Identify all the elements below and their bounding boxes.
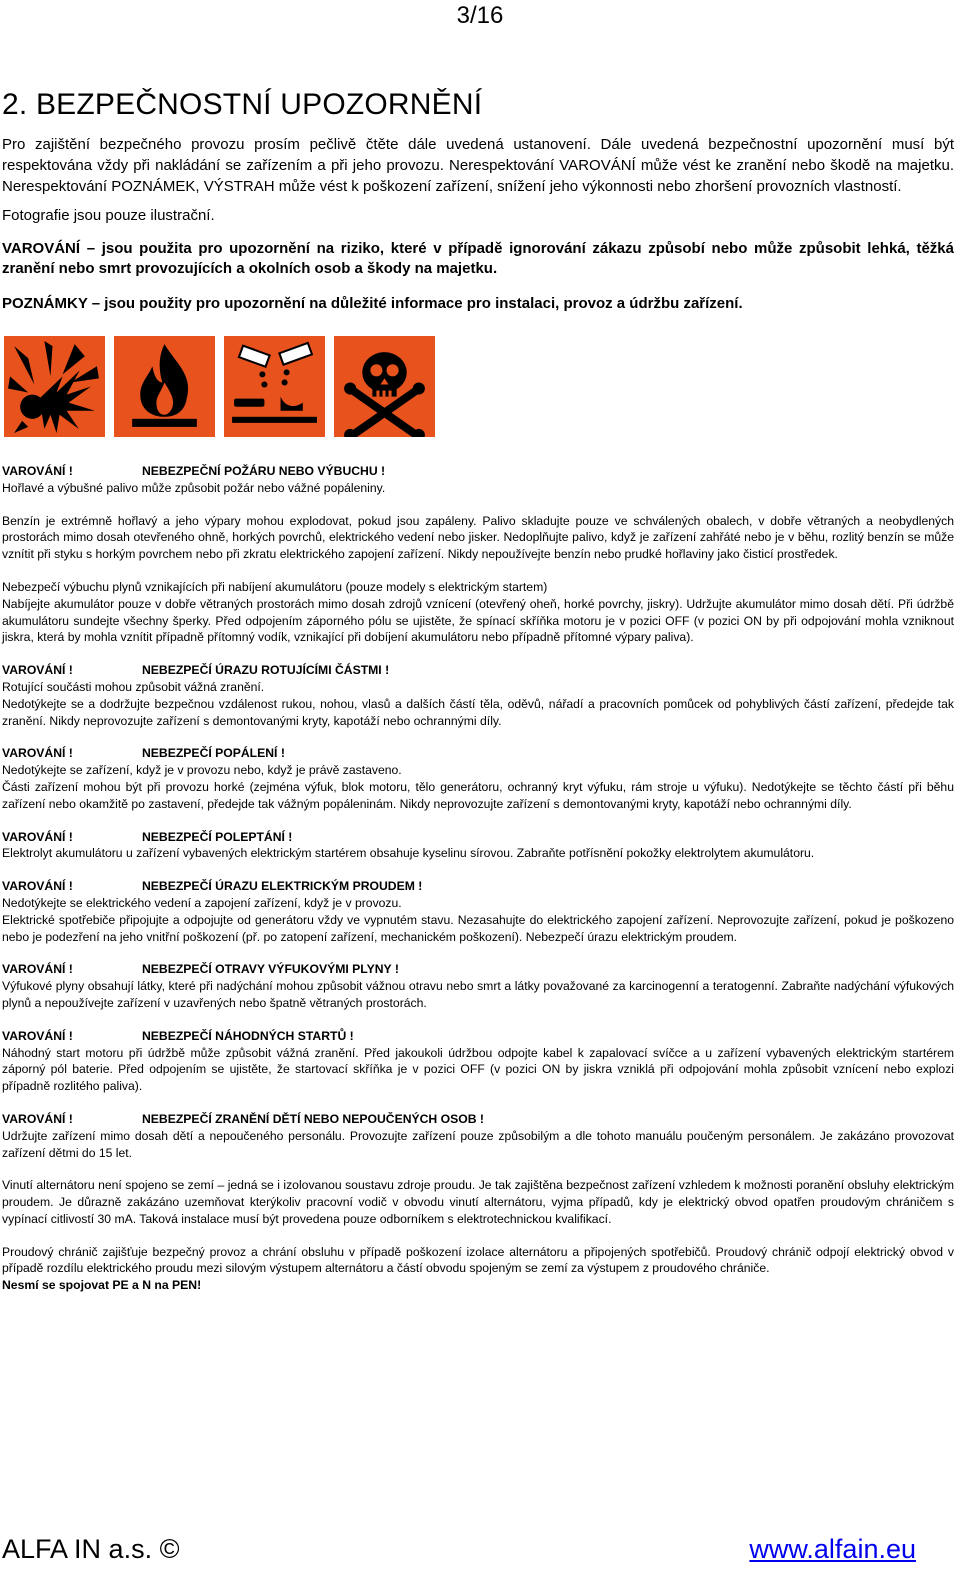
warning-label: VAROVÁNÍ !	[2, 1111, 73, 1126]
warning-heading	[2, 745, 954, 762]
warning-section	[2, 745, 954, 812]
warning-text: Hořlavé a výbušné palivo může způsobit požár nebo vážné popáleniny.	[2, 480, 386, 495]
warning-heading	[2, 1028, 954, 1045]
warning-text: Elektrické spotřebiče připojujte a odpojujte od generátoru vždy ve vypnutém stavu. Nezasahujte do elektrického zapojení zařízení. Neprovozujte zařízení, pokud je poškozeno nebo je podezření na jeho vnitřní poškození (př. po zatopení zařízení, mechanickém poškození). Nebezpečí úrazu elektrickým proudem.	[2, 912, 954, 944]
warning-label: VAROVÁNÍ !	[2, 879, 73, 894]
flammable-icon	[114, 336, 215, 437]
warning-text: Náhodný start motoru při údržbě může způsobit vážná zranění. Před jakoukoli údržbou odpojte kabel k zapalovací svíčce a u zařízení vybavených elektrickým startérem záporný pól baterie. Před odpojením se ujistěte, že startovací skříňka je v pozici OFF (v pozici ON by jiskra vzniklá při odpojování mohla způsobit vznícení nebo explozi případně rozlitého paliva).	[2, 1045, 954, 1094]
warning-heading	[2, 463, 954, 480]
intro-paragraph: Pro zajištění bezpečného provozu prosím pečlivě čtěte dále uvedená ustanovení. Dále uvedená bezpečnostní upozornění musí být respektována vždy při nakládání se zařízením a při jeho provozu. Nerespektování VAROVÁNÍ může vést ke zranění nebo škodě na majetku. Nerespektování POZNÁMEK, VÝSTRAH může vést k poškození zařízení, snížení jeho výkonnosti nebo zhoršení provozních vlastností.	[2, 136, 954, 195]
warning-title: NEBEZPEČÍ ZRANĚNÍ DĚTÍ NEBO NEPOUČENÝCH OSOB !	[142, 1111, 484, 1126]
warning-text: Nedotýkejte se a dodržujte bezpečnou vzdálenost rukou, nohou, vlasů a dalších částí těla, oděvů, nářadí a pracovních pomůcek od pohyblivých částí zařízení, předejde tak zranění. Nikdy neprovozujte zařízení s demontovanými kryty, kapotáží nebo ochrannými díly.	[2, 696, 954, 728]
warning-section	[2, 1111, 954, 1161]
warning-text: Benzín je extrémně hořlavý a jeho výpary mohou explodovat, pokud jsou zapáleny. Palivo skladujte pouze ve schválených obalech, v dobře větraných a neobydlených prostorách mimo dosah otevřeného ohně, horkých povrchů, elektrického vedení nebo jisker. Nedoplňujte palivo, když je zařízení zahřáté nebo je v běhu, rozlitý benzín se může vznítit při styku s horkým povrchem nebo při zkratu elektrického zapojení zařízení. Nikdy nepoužívejte benzín nebo prudké hořlaviny jako čisticí prostředek.	[2, 513, 954, 562]
warning-label: VAROVÁNÍ !	[2, 962, 73, 977]
warning-label: VAROVÁNÍ !	[2, 1028, 73, 1043]
warning-section	[2, 463, 954, 497]
explosive-icon	[4, 336, 105, 437]
warning-heading	[2, 878, 954, 895]
warning-text: Elektrolyt akumulátoru u zařízení vybavených elektrickým startérem obsahuje kyselinu sírovou. Zabraňte potřísnění pokožky elektrolytem akumulátoru.	[2, 846, 815, 861]
warning-section	[2, 579, 954, 646]
warning-text: Proudový chránič zajišťuje bezpečný provoz a chrání obsluhu v případě poškození izolace alternátoru a připojených spotřebičů. Proudový chránič odpojí elektrický obvod v případě rozdílu elektrického proudu mezi silovým výstupem alternátoru a částí obvodu spojeným se zemí za výstupem z proudového chrániče.	[2, 1244, 954, 1276]
document-body	[2, 88, 954, 1310]
warning-heading	[2, 961, 954, 978]
warning-text: Vinutí alternátoru není spojeno se zemí – jedná se i izolovanou soustavu zdroje proudu. Je tak zajištěna bezpečnost zařízení vzhledem k možnosti poranění obsluhy elektrickým proudem. Je důrazně zakázáno uzemňovat kterýkoliv pracovní vodič v obvodu vinutí alternátoru, vyjma případů, kdy je elektrický obvod opatřen proudovým chráničem s vypínací citlivostí 30 mA. Taková instalace musí být provedena pouze odborníkem s elektrotechnickou kvalifikací.	[2, 1178, 954, 1226]
hazard-icons	[4, 336, 954, 437]
corrosive-icon	[224, 336, 325, 437]
note-definition: POZNÁMKY – jsou použity pro upozornění na důležité informace pro instalaci, provoz a údržbu zařízení.	[2, 295, 743, 312]
warning-label: VAROVÁNÍ !	[2, 663, 73, 678]
warning-heading	[2, 829, 954, 846]
warning-title: NEBEZPEČÍ POPÁLENÍ !	[142, 746, 285, 761]
page-footer	[2, 1534, 956, 1565]
footer-company: ALFA IN a.s. ©	[2, 1534, 180, 1564]
warning-section	[2, 878, 954, 945]
warning-text: Nebezpečí výbuchu plynů vznikajících při nabíjení akumulátoru (pouze modely s elektrickým startem)	[2, 579, 548, 594]
page-number: 3/16	[456, 2, 504, 29]
toxic-icon	[334, 336, 435, 437]
warning-label: VAROVÁNÍ !	[2, 746, 73, 761]
warning-section	[2, 1177, 954, 1227]
warning-title: NEBEZPEČÍ OTRAVY VÝFUKOVÝMI PLYNY !	[142, 962, 399, 977]
warning-label: VAROVÁNÍ !	[2, 464, 73, 478]
warning-title: NEBEZPEČÍ ÚRAZU ELEKTRICKÝM PROUDEM !	[142, 879, 423, 894]
warning-section	[2, 961, 954, 1011]
warning-text: Výfukové plyny obsahují látky, které při nadýchání mohou způsobit vážnou otravu nebo smrt a látky považované za karcinogenní a teratogenní. Zabraňte nadýchání výfukových plynů a nepoužívejte zařízení v uzavřených nebo špatně větraných prostorách.	[2, 979, 954, 1010]
warning-text: Rotující součásti mohou způsobit vážná zranění.	[2, 679, 265, 694]
warning-section	[2, 1244, 954, 1294]
warning-section	[2, 829, 954, 863]
warning-heading	[2, 1111, 954, 1128]
warning-text: Nedotýkejte se zařízení, když je v provozu nebo, když je právě zastaveno.	[2, 763, 402, 778]
warning-sections	[2, 463, 954, 1294]
warning-title: NEBEZPEČNÍ POŽÁRU NEBO VÝBUCHU !	[142, 464, 386, 478]
warning-title: NEBEZPEČÍ NÁHODNÝCH STARTŮ !	[142, 1028, 354, 1043]
warning-section	[2, 662, 954, 729]
warning-definition: VAROVÁNÍ – jsou použita pro upozornění na riziko, které v případě ignorování zákazu způsobí nebo může způsobit lehká, těžká zranění nebo smrt provozujících a okolních osob a škody na majetku.	[2, 240, 954, 277]
section-title: 2. BEZPEČNOSTNÍ UPOZORNĚNÍ	[2, 88, 483, 121]
warning-section	[2, 1028, 954, 1095]
photos-note: Fotografie jsou pouze ilustrační.	[2, 207, 215, 224]
warning-emphasis: Nesmí se spojovat PE a N na PEN!	[2, 1278, 202, 1293]
warning-label: VAROVÁNÍ !	[2, 829, 73, 844]
warning-heading	[2, 662, 954, 679]
warning-text: Nabíjejte akumulátor pouze v dobře větraných prostorách mimo dosah zdrojů vznícení (otevřený oheň, horké povrchy, jiskry). Udržujte akumulátor mimo dosah dětí. Při údržbě akumulátoru sundejte všechny šperky. Před odpojením záporného pólu se ujistěte, že spínací skříňka motoru je v pozici OFF (v pozici ON by při odpojování mohla vzniknout jiskra, která by mohla vznítit případně přítomný vodík, vznikající při dobíjení akumulátoru nebo případně přítomné výpary paliva).	[2, 596, 954, 645]
warning-title: NEBEZPEČÍ POLEPTÁNÍ !	[142, 829, 293, 844]
footer-website-link[interactable]: www.alfain.eu	[749, 1534, 916, 1564]
warning-title: NEBEZPEČÍ ÚRAZU ROTUJÍCÍMI ČÁSTMI !	[142, 663, 390, 678]
warning-text: Nedotýkejte se elektrického vedení a zapojení zařízení, když je v provozu.	[2, 895, 402, 910]
warning-text: Udržujte zařízení mimo dosah dětí a nepoučeného personálu. Provozujte zařízení pouze způsobilým a dle tohoto manuálu poučeným personálem. Je zakázáno provozovat zařízení dětmi do 15 let.	[2, 1128, 954, 1160]
warning-text: Části zařízení mohou být při provozu horké (zejména výfuk, blok motoru, tělo generátoru, ochranný kryt výfuku, rám stroje u výfuku). Nedotýkejte se těchto částí při běhu zařízení nebo okamžitě po zastavení, předejde tak vážným popáleninám. Nikdy neprovozujte zařízení s demontovanými kryty, kapotáží nebo ochrannými díly.	[2, 779, 954, 811]
warning-section	[2, 513, 954, 563]
